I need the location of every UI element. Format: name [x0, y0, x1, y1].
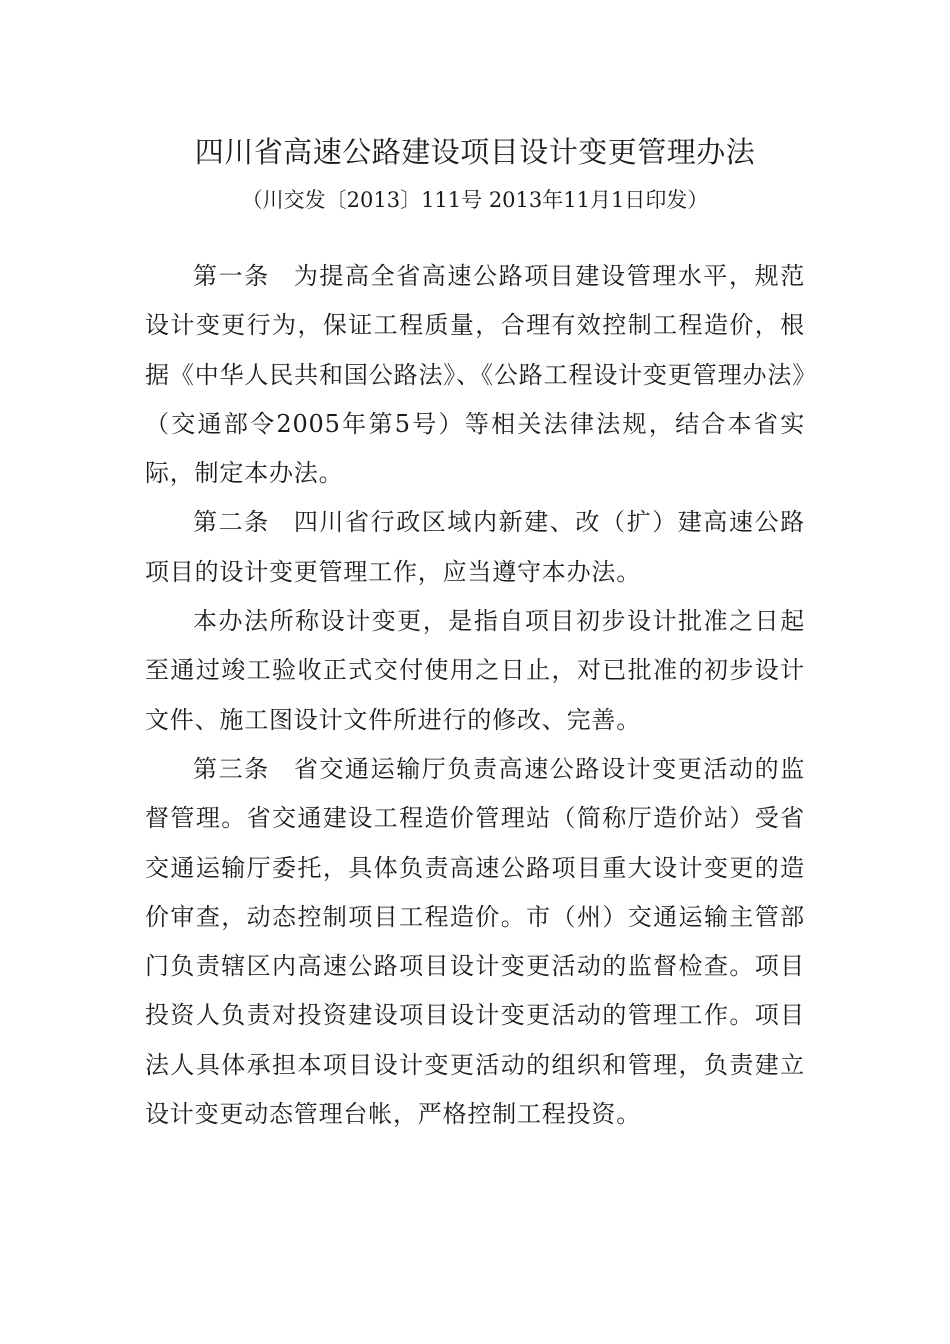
- article-2-paragraph: [145, 498, 805, 597]
- article-3-paragraph: [145, 745, 805, 1139]
- document-subtitle: （川交发〔2013〕111号 2013年11月1日印发）: [241, 188, 709, 212]
- article-number: 第三条: [193, 754, 270, 783]
- paragraph-text: 为提高全省高速公路项目建设管理水平，规范设计变更行为，保证工程质量，合理有效控制工程造价，根据《中华人民共和国公路法》、《公路工程设计变更管理办法》（交通部令2005年第5号）等相关法律法规，结合本省实际，制定本办法。: [145, 262, 806, 488]
- article-2-continuation-paragraph: [145, 597, 805, 745]
- paragraph-text: 本办法所称设计变更，是指自项目初步设计批准之日起至通过竣工验收正式交付使用之日止，对已批准的初步设计文件、施工图设计文件所进行的修改、完善。: [145, 607, 805, 734]
- paragraph-text: 四川省行政区域内新建、改（扩）建高速公路项目的设计变更管理工作，应当遵守本办法。: [145, 508, 806, 586]
- article-1-paragraph: [145, 252, 805, 498]
- article-number: 第一条: [193, 262, 270, 290]
- document-body: [145, 252, 805, 1139]
- document-title: 四川省高速公路建设项目设计变更管理办法: [194, 135, 756, 169]
- paragraph-text: 省交通运输厅负责高速公路设计变更活动的监督管理。省交通建设工程造价管理站（简称厅造价站）受省交通运输厅委托，具体负责高速公路项目重大设计变更的造价审查，动态控制项目工程造价。市（州）交通运输主管部门负责辖区内高速公路项目设计变更活动的监督检查。项目投资人负责对投资建设项目设计变更活动的管理工作。项目法人具体承担本项目设计变更活动的组织和管理，负责建立设计变更动态管理台帐，严格控制工程投资。: [145, 754, 806, 1129]
- article-number: 第二条: [193, 508, 270, 537]
